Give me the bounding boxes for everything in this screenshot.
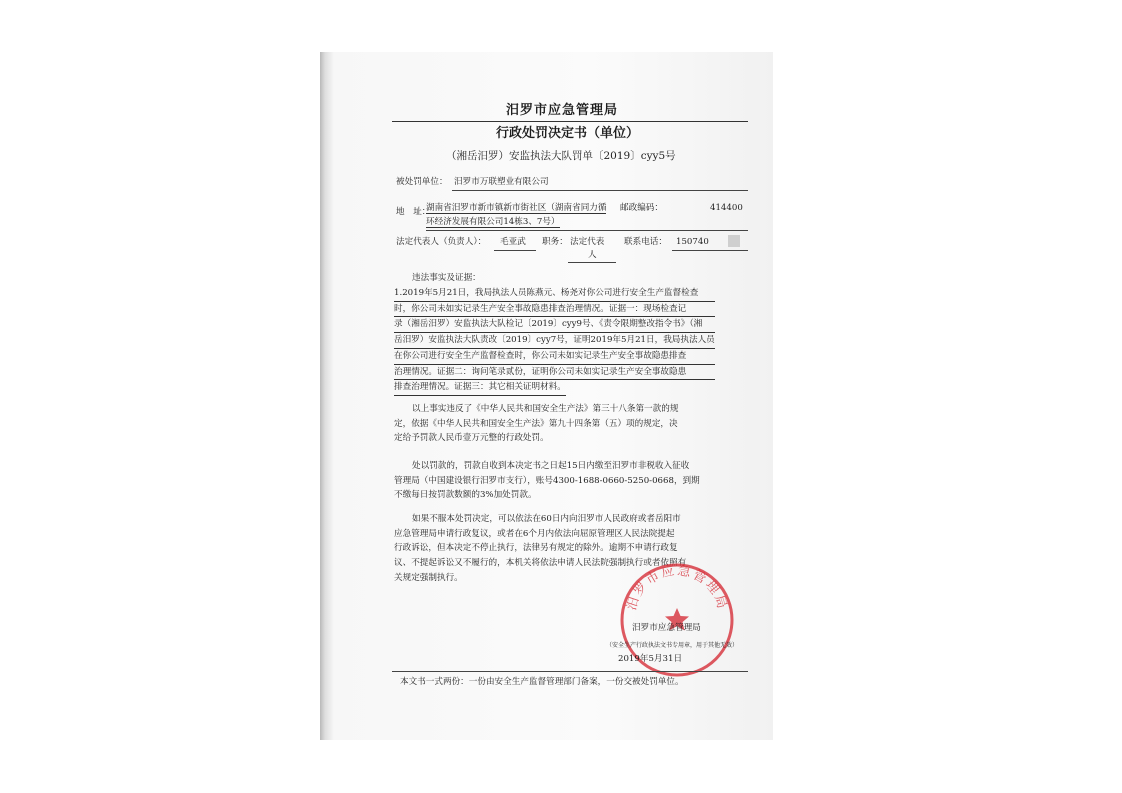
phone-label: 联系电话：: [624, 237, 667, 247]
header-divider: [392, 121, 748, 122]
party-name-line: [452, 190, 748, 191]
appeal-line: 行政诉讼，但本决定不停止执行，法律另有规定的除外。逾期不申请行政复: [394, 543, 678, 554]
footer-note: 本文书一式两份：一份由安全生产监督管理部门备案，一份交被处罚单位。: [400, 677, 684, 687]
seal-text: 汨罗市应急管理局: [624, 563, 730, 613]
basis-paragraph: [394, 402, 678, 446]
issuing-agency: 汨罗市应急管理局: [506, 103, 619, 118]
footer-divider: [392, 671, 748, 672]
facts-line: 1.2019年5月21日，我局执法人员陈燕元、杨尧对你公司进行安全生产监督检查: [394, 286, 715, 302]
appeal-line: 应急管理局申请行政复议，或者在6个月内依法向屈原管理区人民法院提起: [394, 528, 675, 539]
position-label: 职务：: [542, 237, 568, 247]
phone-line: [672, 250, 748, 251]
document-title: 行政处罚决定书（单位）: [496, 126, 640, 141]
phone-number: 150740: [676, 237, 709, 247]
facts-paragraph: [394, 286, 715, 396]
appeal-line: 议、不提起诉讼又不履行的，本机关将依法申请人民法院强制执行或者依照有: [394, 558, 687, 569]
party-name: 汨罗市万联塑业有限公司: [454, 177, 549, 187]
address-line: [426, 230, 748, 231]
legal-rep-line: [494, 250, 536, 251]
facts-line: 在你公司进行安全生产监督检查时，你公司未如实记录生产安全事故隐患排查: [394, 349, 715, 365]
facts-line: 录（湘岳汨罗）安监执法大队检记〔2019〕cyy9号、《责令限期整改指令书》（湘: [394, 317, 715, 333]
scanned-document: [320, 52, 773, 740]
position-line: [568, 262, 616, 263]
redacted-digits: [728, 235, 740, 247]
payment-line: 不缴每日按罚款数额的3%加处罚款。: [394, 490, 537, 501]
postcode: 414400: [710, 203, 743, 213]
facts-line: 治理情况。证据二：询问笔录贰份，证明你公司未如实记录生产安全事故隐患: [394, 365, 715, 381]
party-name-label: 被处罚单位：: [396, 177, 448, 187]
facts-line: 岳汨罗）安监执法大队责改〔2019〕cyy7号，证明2019年5月21日，我局执法人员: [394, 333, 715, 349]
legal-rep-label: 法定代表人（负责人）：: [396, 237, 487, 247]
signing-authority: 汨罗市应急管理局: [632, 623, 701, 633]
payment-paragraph: [394, 459, 700, 503]
signature-date: 2019年5月31日: [618, 654, 683, 664]
document-number: （湘岳汨罗）安监执法大队罚单〔2019〕cyy5号: [446, 150, 676, 162]
payment-line: 管理局（中国建设银行汨罗市支行），账号4300-1688-0660-5250-0668，到期: [394, 475, 700, 486]
postcode-label: 邮政编码：: [620, 203, 663, 213]
basis-line: 定，依据《中华人民共和国安全生产法》第九十四条第（五）项的规定，决: [394, 418, 678, 429]
payment-line: 处以罚款的，罚款自收到本决定书之日起15日内缴至汨罗市非税收入征收: [412, 461, 690, 471]
position-line-2: 人: [588, 250, 597, 260]
address-line-2: 环经济发展有限公司14栋3、7号）: [426, 217, 560, 227]
address-line-1: 湖南省汨罗市新市镇新市街社区（湖南省同力循: [426, 203, 607, 213]
appeal-line: 如果不服本处罚决定，可以依法在60日内向汨罗市人民政府或者岳阳市: [412, 514, 681, 524]
legal-rep-name: 毛亚武: [500, 237, 526, 247]
seal-note: （安全生产行政执法文书专用章，用于其他无效）: [606, 642, 739, 649]
facts-heading: 违法事实及证据：: [412, 273, 481, 283]
facts-line: 排查治理情况。证据三：其它相关证明材料。: [394, 380, 566, 396]
appeal-line: 关规定强制执行。: [394, 572, 463, 583]
basis-line: 以上事实违反了《中华人民共和国安全生产法》第三十八条第一款的规: [412, 404, 679, 414]
address-label: 地 址：: [396, 207, 431, 217]
position-line-1: 法定代表: [570, 237, 605, 247]
basis-line: 定给予罚款人民币壹万元整的行政处罚。: [394, 433, 549, 444]
facts-line: 时，你公司未如实记录生产安全事故隐患排查治理情况。证据一：现场检查记: [394, 302, 715, 318]
